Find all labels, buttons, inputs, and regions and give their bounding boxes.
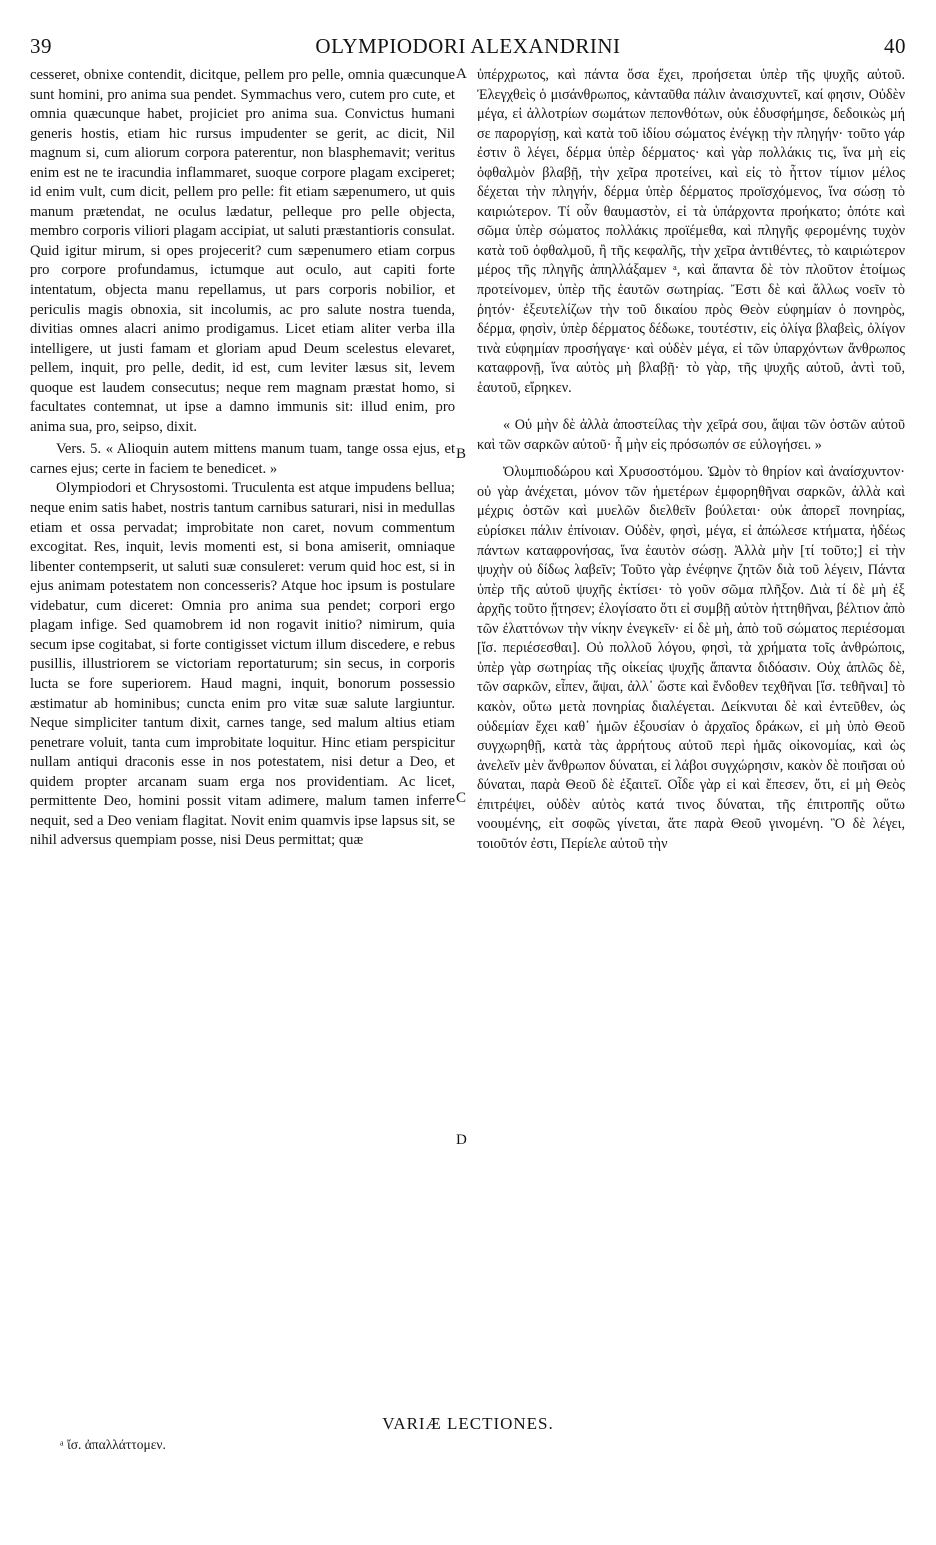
latin-paragraph-2: Olympiodori et Chrysostomi. Truculenta est atque impudens bellua; neque enim satis habet, nostris tantum carnibus saturari, nisi in medullas etiam et ossa pervadat; improbitate non caret, novum commentum excogitat. Res, inquit, levis momenti est, si bona amiserit, omniaque libenter contempserit, ut saluti suæ consuleret: verum quid hoc est, si in ejus animam potestatem non concesseris? Atque hoc ipsum is postulare videbatur, cum diceret: Omnia pro anima sua pendet; corpori ergo plagam infige. Sed quamobrem id non rogavit initio? nimirum, quia secum ipse cogitabat, si forte contigisset victum illum discedere, e rebus pusillis, illustriorem se victoriam reportaturum; sin secus, in corporis lucta se fore superiorem. Haud magni, inquit, bonorum possessio æstimatur ab hominibus; cuncta enim pro vitæ suæ salute largiuntur. Neque simpliciter tantum dixit, carnes tange, sed malum altius etiam penetrare voluit, tanta cum improbitate loquitur. Hinc etiam perspicitur nullam antiqui draconis esse in nos potestatem, nisi detur a Deo, et quidem propter arcanam suam erga nos providentiam. Ac licet, permittente Deo, homini possit vitam adimere, malum tamen inferre nequit, sed a Deo veniam flagitat. Novit enim quamvis ipse lapsus sit, se nihil adversus quempiam posse, nisi Deus permittat; quæ: [30, 480, 455, 849]
greek-column: [477, 66, 905, 854]
latin-paragraph-1: cesseret, obnixe contendit, dicitque, pellem pro pelle, omnia quæcunque sunt homini, pro anima sua pendet. Symmachus vero, cutem pro cute, et omnia quæcunque habet, projiciet pro anima sua. Convictus humani generis hostis, etiam hic rursus impudenter se gerit, ac dicit, Nil magnum si, cum aliorum corpora paterentur, non blasphemavit; veritus enim est ne te iracundia inflammaret, suoque corpore plagam exciperet; id enim vult, cum dicit, pellem pro pelle: fit etiam sæpenumero, ut quis manum prætendat, ne oculus lædatur, pelleque pro pelle objecta, membro corporis viliori plagam accipiat, ut saluti præstantioris consulat. Quid igitur mirum, si opes projecerit? cum sæpenumero etiam corpus pro corpore profundamus, ictumque aut oculo, aut capiti forte intentatum, objecta manu repellamus, ut pars corporis nobilior, et periculis magis obnoxia, sit incolumis, ac pro salute nostra tuenda, divitias omnes alacri animo prodigamus. Licet etiam aliter verba illa intelligere, ut justi famam et gloriam apud Deum scelestus elevaret, pellem, inquit, pro pelle, dedit, id est, cum leviter læsus sit, levem quoque est laudem consecutus; neque rem magnam præstat homo, si facultates contemnat, ut ipse a damno immunis sit: illud enim, pro anima sua, pro, seipso, dixit.: [30, 67, 455, 435]
footnote: ᵃ ἴσ. ἀπαλλάττομεν.: [60, 1437, 166, 1452]
latin-verse: Vers. 5. « Alioquin autem mittens manum tuam, tange ossa ejus, et carnes ejus; certe in faciem te benedicet. »: [30, 441, 455, 477]
page-number-left: 39: [30, 34, 52, 58]
latin-column: [30, 66, 455, 851]
greek-paragraph-2: Ὀλυμπιοδώρου καὶ Χρυσοστόμου. Ὠμὸν τὸ θηρίον καὶ ἀναίσχυντον· οὐ γὰρ ἀνέχεται, μόνον τῶν ἡμετέρων ἐμφορηθῆναι σαρκῶν, ἀλλὰ καὶ μέχρις ὀστῶν καὶ μυελῶν διελθεῖν βούλεται· οὐκ ἀπορεῖ πονηρίας, εὑρίσκει πάλιν ἐπίνοιαν. Οὐδὲν, φησὶ, μέγα, εἰ ἀπώλεσε κτήματα, ἡδέως πάντων καταφρονήσας, ἵνα ἑαυτὸν σώσῃ. Ἀλλὰ μὴν [τί τοῦτο;] εἰ τὴν ψυχὴν οὐ δίδως λαβεῖν; Τοῦτο γὰρ ἐνέφηνε ζητῶν διὰ τοῦ λέγειν, Πάντα ὑπὲρ τῆς αὐτοῦ ψυχῆς ἐκτίσει· τὸ γοῦν σῶμα πλῆξον. Διὰ τί δὲ μὴ ἐξ ἀρχῆς τοῦτο ᾔτησεν; ἐλογίσατο ὅτι εἰ συμβῇ αὐτὸν ἡττηθῆναι, βέλτιον ἀπὸ τῶν ἐλαττόνων τὴν νίκην ἐνεγκεῖν· εἰ δὲ μὴ, ἀπὸ τοῦ σώματος περιέσομαι [ἴσ. περιέσεσθαι]. Οὐ πολλοῦ λόγου, φησὶ, τὰ χρήματα τοῖς ἀνθρώποις, ὑπὲρ γὰρ σωτηρίας τῆς οἰκείας ψυχῆς ἅπαντα διδόασιν. Οὐχ ἁπλῶς δὲ, τῶν σαρκῶν, εἶπεν, ἅψαι, ἀλλ᾽ ὥστε καὶ ἔνδοθεν τεχθῆναι [ἴσ. τεθῆναι] τὸ κακὸν, οὕτω μετὰ πονηρίας διαλέγεται. Δείκνυται δὲ καὶ ἐντεῦθεν, ὡς οὐδεμίαν ἔχει καθ᾽ ἡμῶν ἐξουσίαν ὁ ἀρχαῖος δράκων, εἰ μὴ ὑπὸ Θεοῦ συγχωρηθῇ, κατὰ τὰς ἀρρήτους αὐτοῦ περὶ ἡμᾶς οἰκονομίας, καὶ ὡς ἀνελεῖν μὲν ἄνθρωπον δύναται, εἰ λάβοι συγχώρησιν, κακὸν δὲ ποιῆσαι οὐ δύναται, παρὰ Θεοῦ δὲ ἐξαιτεῖ. Οἶδε γὰρ εἰ καὶ ἔπεσεν, ὅτι, εἰ μὴ Θεὸς ἐπιτρέψει, οὐδὲν αὐτὸς κατά τινος δύναται, τῆς ἐπιτροπῆς οὕτω νοουμένης, εἰτ σοφῶς γίνεται, ἅτε παρὰ Θεοῦ γινομένη. Ὃ δὲ λέγει, τοιοῦτόν ἐστι, Περίελε αὐτοῦ τὴν: [477, 464, 905, 852]
greek-verse: « Οὐ μὴν δὲ ἀλλὰ ἀποστείλας τὴν χεῖρά σου, ἅψαι τῶν ὀστῶν αὐτοῦ καὶ τῶν σαρκῶν αὐτοῦ· ἦ μὴν εἰς πρόσωπόν σε εὐλογήσει. »: [477, 417, 905, 453]
margin-marker-a: A: [456, 66, 467, 82]
greek-paragraph-1: ὑπέρχρωτος, καὶ πάντα ὅσα ἔχει, προήσεται ὑπὲρ τῆς ψυχῆς αὐτοῦ. Ἐλεγχθεὶς ὁ μισάνθρωπος, κἀνταῦθα πάλιν ἀναισχυντεῖ, καί φησιν, Οὐδὲν μέγα, εἰ ἀλλοτρίων σωμάτων πεπονθότων, οὐκ ἐδυσφήμησε, δεδοικὼς μή σε παροργίσῃ, καὶ κατὰ τοῦ ἰδίου σώματος ἐνέγκῃ τὴν πληγήν· τοῦτο γάρ ἐστιν ὃ λέγει, δέρμα ὑπὲρ δέρματος· καὶ γὰρ πολλάκις τις, ἵνα μὴ εἰς ὀφθαλμὸν βλαβῇ, τὴν χεῖρα προτείνει, καὶ εἰς τὸ ἧττον τίμιον μέλος δέχεται τὴν πληγήν, δέρμα ὑπὲρ δέρματος προϊσχόμενος, ἵνα σώσῃ τὸ καιριώτερον. Τί οὖν θαυμαστὸν, εἰ τὰ ὑπάρχοντα προήκατο; ὁπότε καὶ σῶμα ὑπὲρ σώματος πολλάκις προϊέμεθα, καὶ πληγῆς φερομένης τυχὸν κατὰ τοῦ ὀφθαλμοῦ, ἢ τῆς κεφαλῆς, τὴν χεῖρα ἀντιθέντες, τὸ καιριώτερον μέρος τῆς πληγῆς ἀπηλλάξαμεν ᵃ, καὶ ἅπαντα δὲ τὸν πλοῦτον ἑτοίμως προτείνομεν, ὑπὲρ τῆς ἑαυτῶν σωτηρίας. Ἔστι δὲ καὶ ἄλλως νοεῖν τὸ ῥητόν· ἐξευτελίζων τὴν τοῦ δικαίου πρὸς Θεὸν εὐφημίαν ὁ πονηρὸς, δέρμα, φησὶν, ὑπὲρ δέρματος δέδωκε, τουτέστιν, εἰς ὀλίγα βλαβεὶς, ὀλίγον τινὰ εὐφημίαν προσήγαγε· καὶ οὐδὲν μέγα, εἰ τῶν ὑπαρχόντων ἄνθρωπος καταφρονῇ, ἵνα αὐτὸς μὴ βλαβῇ· τὸ γὰρ, τῆς ψυχῆς αὐτοῦ, ἀντὶ τοῦ, ἑαυτοῦ, εἴρηκεν.: [477, 67, 905, 396]
margin-marker-b: B: [456, 446, 467, 462]
margin-marker-c: C: [456, 790, 467, 806]
running-title: OLYMPIODORI ALEXANDRINI: [315, 34, 621, 58]
variae-lectiones-heading: VARIÆ LECTIONES.: [382, 1414, 554, 1433]
page-header: [30, 34, 906, 68]
page-number-right: 40: [884, 34, 906, 58]
margin-marker-d: D: [456, 1132, 467, 1148]
